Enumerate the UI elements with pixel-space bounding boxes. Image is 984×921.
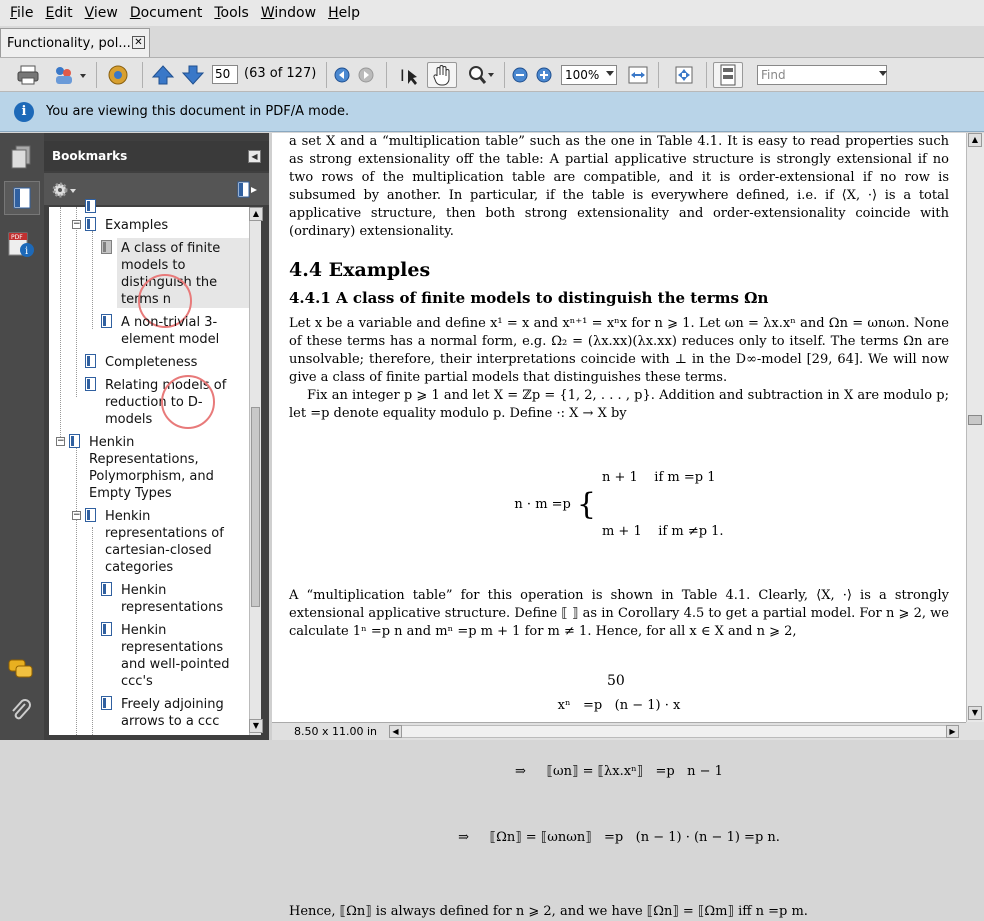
- bookmark-henkin-ccc[interactable]: Henkin representations of cartesian-closed categories: [105, 509, 224, 575]
- menu-help[interactable]: Help: [328, 5, 360, 21]
- zoom-in-button[interactable]: [534, 62, 554, 88]
- document-scrollbar[interactable]: [966, 133, 984, 722]
- share-people-icon: [52, 65, 86, 85]
- bookmark-relating-models[interactable]: Relating models of reduction to D-models: [105, 378, 227, 427]
- bookmarks-header: [44, 141, 269, 171]
- hand-icon: [431, 64, 453, 86]
- collapse-panel-icon[interactable]: ◀: [248, 150, 261, 163]
- menu-view[interactable]: View: [84, 5, 118, 21]
- arrow-up-icon: [152, 64, 174, 86]
- find-input[interactable]: [757, 65, 887, 85]
- print-button[interactable]: [14, 62, 42, 88]
- zoom-marquee-icon: [466, 64, 494, 86]
- page-number-footer: 50: [607, 673, 625, 689]
- bookmark-icon: [69, 434, 80, 448]
- document-scroll-thumb[interactable]: [968, 415, 982, 425]
- find-placeholder: Find: [761, 68, 786, 82]
- paragraph-4: Hence, ⟦Ωn⟧ is always defined for n ⩾ 2, and we have ⟦Ωn⟧ = ⟦Ωm⟧ iff n =p m.: [289, 904, 808, 919]
- section-heading: 4.4 Examples: [289, 259, 431, 281]
- comment-icon: [8, 659, 34, 681]
- bookmark-icon: [101, 314, 112, 328]
- bookmarks-panel-button[interactable]: [4, 181, 40, 215]
- bookmark-finite-models[interactable]: A class of finite models to distinguish the terms n: [121, 241, 221, 307]
- toolbar: [0, 58, 984, 92]
- subsection-heading: 4.4.1 A class of finite models to distinguish the terms Ωn: [289, 289, 769, 307]
- bookmark-icon: [85, 354, 96, 368]
- hand-tool-button[interactable]: [427, 62, 457, 88]
- bookmark-3-element-model[interactable]: A non-trivial 3-element model: [121, 315, 220, 347]
- bookmark-icon: [85, 217, 96, 231]
- collapse-examples-icon[interactable]: −: [73, 219, 81, 229]
- math-cases: [602, 433, 724, 577]
- page-count-label: (63 of 127): [244, 66, 317, 81]
- next-page-button[interactable]: [180, 62, 206, 88]
- menu-edit[interactable]: Edit: [45, 5, 73, 21]
- expand-bookmark-button[interactable]: [236, 181, 258, 203]
- document-page: [289, 133, 949, 921]
- menu-window[interactable]: Window: [260, 5, 317, 21]
- collapse-henkin-ccc-icon[interactable]: −: [73, 510, 81, 520]
- gear-lock-icon: [106, 63, 132, 87]
- security-settings-button[interactable]: [104, 62, 134, 88]
- bookmark-freely-adjoining[interactable]: Freely adjoining arrows to a ccc: [121, 697, 224, 729]
- bookmarks-toolbar: [44, 173, 269, 205]
- menu-file[interactable]: File: [10, 5, 34, 21]
- zoom-out-button[interactable]: [510, 62, 530, 88]
- bookmarks-title: Bookmarks: [52, 149, 128, 163]
- page-size-label: 8.50 x 11.00 in: [294, 725, 378, 738]
- menu-bar: [0, 0, 984, 26]
- bookmark-icon: [85, 377, 96, 391]
- menu-document[interactable]: Document: [129, 5, 203, 21]
- bookmarks-scroll-thumb[interactable]: [251, 407, 260, 607]
- math-definition: [289, 433, 949, 577]
- page-number-input[interactable]: 50: [212, 65, 238, 84]
- bookmark-completeness[interactable]: Completeness: [105, 355, 198, 370]
- menu-tools[interactable]: Tools: [214, 5, 249, 21]
- fit-width-button[interactable]: [626, 62, 650, 88]
- close-tab-icon[interactable]: ✕: [132, 36, 145, 49]
- zoom-level-value: 100%: [565, 68, 600, 82]
- bookmark-icon: [101, 622, 112, 636]
- scroll-down-icon[interactable]: ▼: [249, 719, 263, 733]
- previous-page-button[interactable]: [150, 62, 176, 88]
- pdfa-info-bar: [0, 92, 984, 132]
- bookmarks-scrollbar[interactable]: [249, 207, 261, 735]
- arrow-down-icon: [182, 64, 204, 86]
- page-view-icon: [718, 64, 738, 86]
- bookmark-icon: [101, 582, 112, 596]
- pages-panel-button[interactable]: [10, 145, 34, 175]
- back-circle-icon: [334, 67, 350, 83]
- scroll-up-icon[interactable]: ▲: [249, 207, 263, 221]
- bookmarks-panel: [44, 133, 269, 740]
- paperclip-icon: [10, 699, 32, 723]
- bookmark-expand-icon: [236, 181, 258, 199]
- document-tab[interactable]: [0, 28, 150, 57]
- pdfa-info-message: You are viewing this document in PDF/A mode.: [46, 104, 350, 119]
- math-line-3: ⇒ ⟦Ωn⟧ = ⟦ωnωn⟧ =p (n − 1) · (n − 1) =p n.: [458, 830, 780, 845]
- scroll-right-icon[interactable]: ▶: [946, 725, 959, 738]
- math-case-2: m + 1 if m ≠p 1.: [601, 524, 724, 539]
- zoom-in-icon: [536, 67, 552, 83]
- comments-panel-button[interactable]: [8, 659, 34, 685]
- printer-icon: [17, 65, 39, 85]
- svg-text:PDF: PDF: [11, 234, 23, 241]
- bookmark-henkin-representations-polymorphism[interactable]: Henkin Representations, Polymorphism, and Empty Types: [89, 435, 214, 501]
- math-line-2: ⇒ ⟦ωn⟧ = ⟦λx.xⁿ⟧ =p n − 1: [515, 764, 723, 779]
- bookmark-icon: [85, 199, 96, 213]
- bookmark-icon: [85, 508, 96, 522]
- scroll-corner: [966, 722, 984, 740]
- bookmark-henkin-reps[interactable]: Henkin representations: [121, 583, 224, 615]
- go-forward-button[interactable]: [356, 62, 376, 88]
- tab-bar: [0, 26, 984, 58]
- bookmark-icon: [11, 186, 35, 212]
- bookmark-examples[interactable]: Examples: [105, 218, 169, 233]
- math-line-1: xⁿ =p (n − 1) · x: [557, 698, 681, 713]
- math-lhs: n · m =p: [514, 497, 571, 512]
- chevron-down-icon[interactable]: [606, 71, 614, 76]
- select-text-tool-button[interactable]: [394, 62, 422, 88]
- paragraph-1: Let x be a variable and define x¹ = x and xⁿ⁺¹ = xⁿx for n ⩾ 1. Let ωn = λx.xⁿ and Ωn = ωnωn. None of these terms has a normal form, e.g. Ω₂ = (λx.xx)(λx.xx) reduces only to itself. The terms Ωn are unsolvable; therefore, their interpretations coincide with ⊥ in the D∞-model [29, 64]. We will now give a class of finite partial models that distinguishes these terms.: [289, 316, 949, 385]
- text-cursor-icon: [397, 64, 419, 86]
- intro-paragraph: a set X and a “multiplication table” such as the one in Table 4.1. It is easy to read properties such as strong extensionality off the table: A partial applicative structure is strongly extensional if no two rows of the multiplication table are compatible, and it is order-extensional if no row is subsumed by another. In particular, if the table is everywhere defined, i.e. if ⟨X, ·⟩ is a total applicative structure, then both strong extensionality and order-extensionality coincide with (ordinary) extensionality.: [289, 134, 949, 239]
- forward-circle-icon: [358, 67, 374, 83]
- collapse-henkin-icon[interactable]: −: [57, 436, 65, 446]
- full-screen-icon: [674, 65, 694, 85]
- paragraph-3: A “multiplication table” for this operation is shown in Table 4.1. Clearly, ⟨X, ·⟩ is a strongly extensional applicative structure. Define ⟦ ⟧ as in Corollary 4.5 to get a partial model. For n ⩾ 2, we calculate 1ⁿ =p n and mⁿ =p m + 1 for m ≠ 1. Hence, for all x ∈ X and n ⩾ 2,: [289, 588, 949, 639]
- info-icon: i: [14, 102, 34, 122]
- horizontal-scrollbar[interactable]: [389, 725, 959, 738]
- zoom-out-icon: [512, 67, 528, 83]
- go-back-button[interactable]: [332, 62, 352, 88]
- bookmark-options-button[interactable]: [52, 181, 80, 203]
- pdf-info-icon: [8, 231, 36, 259]
- full-screen-button[interactable]: [672, 62, 696, 88]
- click-marker-circle: [161, 375, 215, 429]
- scroll-down-icon[interactable]: ▼: [968, 706, 982, 720]
- bookmark-icon: [101, 696, 112, 710]
- scroll-left-icon[interactable]: ◀: [389, 725, 402, 738]
- pages-icon: [10, 145, 34, 171]
- pdfa-panel-button[interactable]: [8, 231, 36, 263]
- svg-text:I: I: [400, 66, 405, 85]
- document-tab-title: Functionality, pol...: [7, 35, 131, 51]
- share-button[interactable]: [50, 62, 88, 88]
- bookmark-well-pointed[interactable]: Henkin representations and well-pointed ccc's: [121, 623, 230, 689]
- bookmarks-tree: [49, 207, 261, 735]
- marquee-zoom-button[interactable]: [464, 62, 496, 88]
- attachments-panel-button[interactable]: [10, 699, 32, 727]
- math-case-1: n + 1 if m =p 1: [601, 470, 716, 485]
- find-options-chevron-down-icon[interactable]: [879, 71, 887, 76]
- paragraph-2: Fix an integer p ⩾ 1 and let X = ℤp = {1, 2, . . . , p}. Addition and subtraction in X are modulo p; let =p denote equality modulo p. Define ·: X → X by: [289, 388, 949, 421]
- fit-width-icon: [628, 65, 648, 85]
- status-bar: [272, 722, 966, 740]
- navigation-pane-strip: [0, 133, 44, 740]
- gear-icon: [52, 181, 80, 199]
- math-brace: {: [576, 487, 596, 522]
- svg-text:i: i: [25, 246, 29, 257]
- single-page-view-button[interactable]: [713, 62, 743, 88]
- bookmark-icon: [101, 240, 112, 254]
- scroll-up-icon[interactable]: ▲: [968, 133, 982, 147]
